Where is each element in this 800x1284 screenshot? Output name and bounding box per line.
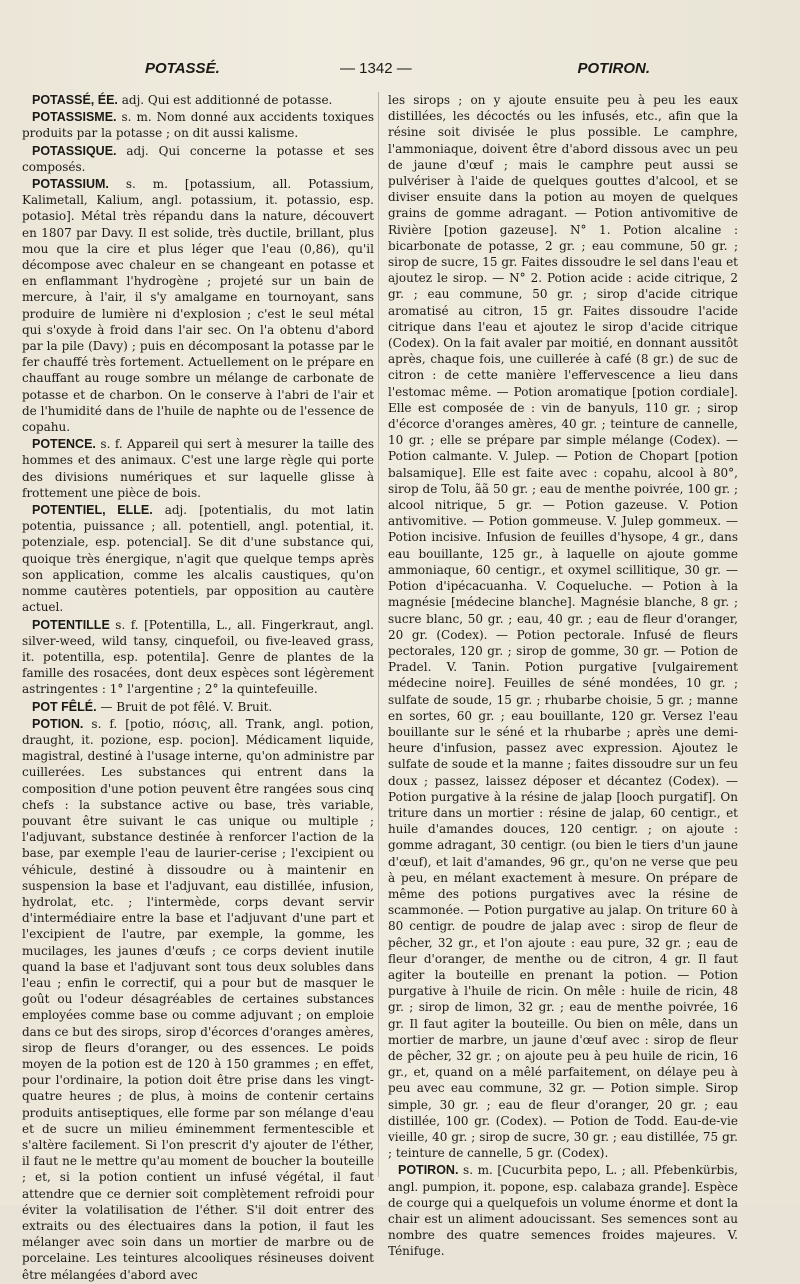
- page-header: [30, 60, 770, 86]
- entry-headword: POTASSISME.: [32, 110, 117, 125]
- entry-headword: POT FÊLÉ.: [32, 699, 97, 714]
- dictionary-entry: [22, 617, 374, 698]
- dictionary-entry: [22, 436, 374, 501]
- entry-text: s. m. Nom donné aux accidents toxiques produits par la potasse ; on dit aussi kalisme.: [22, 110, 374, 141]
- dictionary-entry: [22, 109, 374, 141]
- entry-headword: POTENTIEL, ELLE.: [32, 503, 153, 518]
- entry-text: adj. Qui concerne la potasse et ses composés.: [22, 143, 374, 174]
- entry-text: s. m. [potassium, all. Potassium, Kalimetall, Kalium, angl. potassium, it. potassio, esp. potasio]. Métal très répandu dans la nature, découvert en 1807 par Davy. Il est solide, très ductile, brillant, plus mou que la cire et plus léger que l'eau (0,86), qu'il décompose avec chaleur en se changeant en potasse et en enflammant l'hydrogène ; projeté sur un bain de mercure, à l'air, il s'y amalgame en tournoyant, sans produire de lumière ni d'explosion ; c'est le seul métal qui s'oxyde à froid dans l'air sec. On l'a obtenu d'abord par la pile (Davy) ; puis en décomposant la potasse par le fer chauffé très fortement. Actuellement on le prépare en chauffant au rouge sombre un mélange de carbonate de potasse et de charbon. On le conserve à l'abri de l'air et de l'humidité dans de l'huile de naphte ou de l'essence de copahu.: [22, 177, 374, 435]
- entry-text: s. m. [Cucurbita pepo, L. ; all. Pfebenkürbis, angl. pumpion, it. popone, esp. calabaza grande]. Espèce de courge qui a quelquefois un volume énorme et dont la chair est un aliment adoucissant. Ses semences sont au nombre des quatre semences froides majeures. V. Ténifuge.: [388, 1163, 738, 1259]
- entry-text: s. f. [Potentilla, L., all. Fingerkraut, angl. silver-weed, wild tansy, cinquefoil, ou five-leaved grass, it. potentilla, esp. potentila]. Genre de plantes de la famille des rosacées, dont deux espèces sont légèrement astringentes : 1° l'argentine ; 2° la quintefeuille.: [22, 617, 374, 697]
- dictionary-entry: [22, 716, 374, 1283]
- dictionary-entry: [22, 699, 374, 715]
- entry-headword: POTIRON.: [398, 1163, 459, 1178]
- entry-headword: POTASSIUM.: [32, 177, 109, 192]
- entry-text: les sirops ; on y ajoute ensuite peu à peu les eaux distillées, les décoctés ou les infusés, etc., afin que la résine soit divisée le plus possible. Le camphre, l'ammoniaque, doivent être d'abord dissous avec un peu de jaune d'œuf ; mais le camphre peut aussi se pulvériser à l'aide de quelques gouttes d'alcool, et se diviser ensuite dans la potion au moyen de quelques grains de gomme adragant. — Potion antivomitive de Rivière [potion gazeuse]. N° 1. Potion alcaline : bicarbonate de potasse, 2 gr. ; eau commune, 50 gr. ; sirop de sucre, 15 gr. Faites dissoudre le sel dans l'eau et ajoutez le sirop. — N° 2. Potion acide : acide citrique, 2 gr. ; eau commune, 50 gr. ; sirop d'acide citrique aromatisé au citron, 15 gr. Faites dissoudre l'acide citrique dans l'eau et ajoutez le sirop d'acide citrique (Codex). On la fait avaler par moitié, en donnant aussitôt après, chaque fois, une cuillerée à café (8 gr.) de suc de citron : de cette manière l'effervescence a lieu dans l'estomac même. — Potion aromatique [potion cordiale]. Elle est composée de : vin de banyuls, 110 gr. ; sirop d'écorce d'oranges amères, 40 gr. ; teinture de cannelle, 10 gr. ; elle se prépare par simple mélange (Codex). — Potion calmante. V. Julep. — Potion de Chopart [potion balsamique]. Elle est faite avec : copahu, alcool à 80°, sirop de Tolu, ãã 50 gr. ; eau de menthe poivrée, 100 gr. ; alcool nitrique, 5 gr. — Potion gazeuse. V. Potion antivomitive. — Potion gommeuse. V. Julep gommeux. — Potion incisive. Infusion de feuilles d'hysope, 4 gr., dans eau bouillante, 125 gr., à laquelle on ajoute gomme ammoniaque, 60 centigr., et oxymel scillitique, 30 gr. — Potion d'ipécacuanha. V. Coqueluche. — Potion à la magnésie [médecine blanche]. Magnésie blanche, 8 gr. ; sucre blanc, 50 gr. ; eau, 40 gr. ; eau de fleur d'oranger, 20 gr. (Codex). — Potion pectorale. Infusé de fleurs pectorales, 120 gr. ; sirop de gomme, 30 gr. — Potion de Pradel. V. Tanin. Potion purgative [vulgairement médecine noire]. Feuilles de séné mondées, 10 gr. ; sulfate de soude, 15 gr. ; rhubarbe choisie, 5 gr. ; manne en sortes, 60 gr. ; eau bouillante, 120 gr. Versez l'eau bouillante sur le séné et la rhubarbe ; après une demi-heure d'infusion, passez avec expression. Ajoutez le sulfate de soude et la manne ; faites dissoudre sur un feu doux ; passez, laissez déposer et décantez (Codex). — Potion purgative à la résine de jalap [looch purgatif]. On triture dans un mortier : résine de jalap, 60 centigr., et huile d'amandes douces, 120 centigr. ; on ajoute : gomme adragant, 30 centigr. (ou bien le tiers d'un jaune d'œuf), et lait d'amandes, 96 gr., qu'on ne verse que peu à peu, en mélant exactement à mesure. On prépare de même des potions purgatives avec la résine de scammonée. — Potion purgative au jalap. On triture 60 à 80 centigr. de poudre de jalap avec : sirop de fleur de pêcher, 32 gr., et l'on ajoute : eau pure, 32 gr. ; eau de fleur d'oranger, de menthe ou de citron, 4 gr. Il faut agiter la bouteille en prenant la potion. — Potion purgative à l'huile de ricin. On mêle : huile de ricin, 48 gr. ; sirop de limon, 32 gr. ; eau de menthe poivrée, 16 gr. Il faut agiter la bouteille. Ou bien on mêle, dans un mortier de marbre, un jaune d'œuf avec : sirop de fleur de pêcher, 32 gr. ; on ajoute peu à peu huile de ricin, 16 gr., et, quand on a mêlé parfaitement, on délaye peu à peu avec eau commune, 32 gr. — Potion simple. Sirop simple, 30 gr. ; eau de fleur d'oranger, 20 gr. ; eau distillée, 100 gr. (Codex). — Potion de Todd. Eau-de-vie vieille, 40 gr. ; sirop de sucre, 30 gr. ; eau distillée, 75 gr. ; teinture de cannelle, 5 gr. (Codex).: [388, 93, 738, 1161]
- entry-text: — Bruit de pot fêlé. V. Bruit.: [100, 699, 273, 714]
- entry-headword: POTENCE.: [32, 437, 96, 452]
- dictionary-entry: [22, 143, 374, 175]
- header-left-word: POTASSÉ.: [145, 60, 220, 77]
- entry-headword: POTASSÉ, ÉE.: [32, 93, 118, 107]
- page-number: — 1342 —: [340, 60, 412, 77]
- header-right-word: POTIRON.: [577, 60, 650, 77]
- entry-text: s. f. Appareil qui sert à mesurer la taille des hommes et des animaux. C'est une large règle qui porte des divisions numériques et sur laquelle glisse à frottement une pièce de bois.: [22, 437, 374, 500]
- right-column: [388, 92, 738, 1261]
- dictionary-entry: [22, 502, 374, 615]
- dictionary-entry: [22, 92, 374, 108]
- dictionary-entry: [388, 92, 738, 1161]
- entry-text: adj. Qui est additionné de potasse.: [121, 93, 333, 107]
- left-column: [22, 92, 374, 1284]
- dictionary-entry: [22, 176, 374, 435]
- dictionary-entry: [388, 1162, 738, 1259]
- column-divider: [378, 92, 379, 1177]
- entry-text: adj. [potentialis, du mot latin potentia, puissance ; all. potentiell, angl. potential, it. potenziale, esp. potencial]. Se dit d'une substance qui, quoique très énergique, n'agit que quelque temps après son application, comme les alcalis caustiques, qu'on nomme cautères potentiels, par opposition au cautère actuel.: [22, 503, 374, 615]
- entry-headword: POTION.: [32, 716, 84, 731]
- entry-headword: POTASSIQUE.: [32, 143, 117, 158]
- entry-text: s. f. [potio, πόσις, all. Trank, angl. potion, draught, it. pozione, esp. pocion]. Médicament liquide, magistral, destiné à l'usage interne, qu'on administre par cuillerées. Les substances qui entrent dans la composition d'une potion peuvent être rangées sous cinq chefs : la substance active ou base, très variable, pouvant être suivant le cas unique ou multiple ; l'adjuvant, substance destinée à renforcer l'action de la base, par exemple l'eau de laurier-cerise ; l'excipient ou véhicule, destiné à dissoudre ou à maintenir en suspension la base et l'adjuvant, eau distillée, infusion, hydrolat, etc. ; l'intermède, corps devant servir d'intermédiaire entre la base et l'adjuvant d'une part et l'excipient de l'autre, par exemple, la gomme, les mucilages, les jaunes d'œufs ; ce corps devient inutile quand la base et l'adjuvant sont tous deux solubles dans l'eau ; enfin le correctif, qui a pour but de masquer le goût ou l'odeur désagréables de certaines substances employées comme base ou comme adjuvant ; on emploie dans ce but des sirops, sirop d'écorces d'oranges amères, sirop de fleurs d'oranger, ou des essences. Le poids moyen de la potion est de 120 à 150 grammes ; en effet, pour l'ordinaire, la potion doit être prise dans les vingt-quatre heures ; de plus, à moins de contenir certains produits antiseptiques, elle forme par son mélange d'eau et de sucre un milieu éminemment fermentescible et s'altère facilement. Si l'on prescrit d'y ajouter de l'éther, il faut ne le mettre qu'au moment de boucher la bouteille ; et, si la potion contient un infusé végétal, il faut attendre que ce dernier soit complètement refroidi pour éviter la volatilisation de l'éther. S'il doit entrer des extraits ou des électuaires dans la potion, il faut les mélanger avec soin dans un mortier de marbre ou de porcelaine. Les teintures alcooliques résineuses doivent être mélangées d'abord avec: [22, 716, 374, 1282]
- entry-headword: POTENTILLE: [32, 617, 110, 632]
